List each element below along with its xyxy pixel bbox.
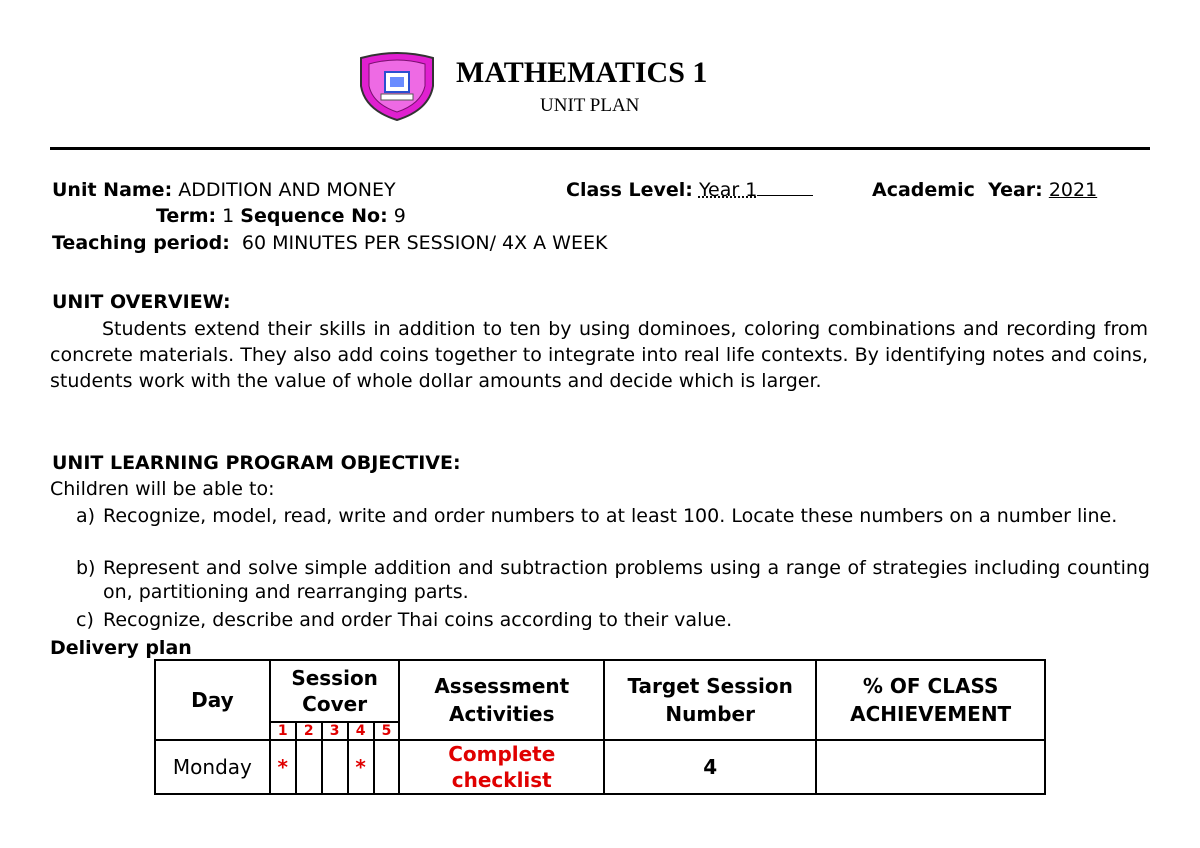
session-cover-header: Session Cover (270, 660, 400, 722)
objective-marker-b: b) (76, 557, 96, 579)
achievement-cell (816, 740, 1045, 794)
objective-heading-text: UNIT LEARNING PROGRAM OBJECTIVE: (52, 452, 461, 474)
document-title: MATHEMATICS 1 (456, 56, 708, 89)
session-number-4: 4 (348, 722, 374, 740)
session-number-2: 2 (296, 722, 322, 740)
objective-text-a: Recognize, model, read, write and order numbers to at least 100. Locate these numbers on a number line. (103, 505, 1118, 527)
class-level-underline (757, 194, 813, 196)
sequence-label: Sequence No: (240, 205, 388, 227)
achievement-header: % OF CLASS ACHIEVEMENT (816, 660, 1045, 740)
overview-heading (52, 290, 231, 314)
delivery-heading (50, 636, 192, 660)
teaching-period-value: 60 MINUTES PER SESSION/ 4X A WEEK (241, 232, 608, 254)
delivery-plan-table (154, 659, 1046, 795)
session-cell-4: * (348, 740, 374, 794)
class-level-value: Year 1 (698, 179, 758, 201)
academic-year-value: 2021 (1048, 179, 1098, 201)
school-logo (357, 52, 437, 122)
unit-name-label: Unit Name: (52, 179, 173, 201)
class-level-label: Class Level: (566, 179, 693, 201)
overview-heading-text: UNIT OVERVIEW: (52, 291, 231, 313)
session-cell-3 (322, 740, 348, 794)
class-level-row (566, 178, 813, 202)
session-cell-2 (296, 740, 322, 794)
day-header: Day (155, 660, 270, 740)
assessment-header: Assessment Activities (399, 660, 604, 740)
academic-year-row (872, 178, 1097, 202)
term-value: 1 (222, 205, 235, 227)
overview-text: Students extend their skills in addition to ten by using dominoes, coloring combinations and recording from concrete materials. They also add coins together to integrate into real life contexts. By identifying notes and coins, students work with the value of whole dollar amounts and decide which is larger. (50, 318, 1148, 392)
day-cell: Monday (155, 740, 270, 794)
session-number-3: 3 (322, 722, 348, 740)
session-number-5: 5 (374, 722, 400, 740)
session-cell-5 (374, 740, 400, 794)
delivery-heading-text: Delivery plan (50, 637, 192, 659)
session-cell-1: * (270, 740, 296, 794)
target-session-header: Target Session Number (604, 660, 816, 740)
objective-item-b (76, 556, 1150, 604)
session-number-1: 1 (270, 722, 296, 740)
target-session-cell: 4 (604, 740, 816, 794)
term-label: Term: (156, 205, 217, 227)
sequence-value: 9 (393, 205, 406, 227)
objective-text-c: Recognize, describe and order Thai coins according to their value. (103, 609, 733, 631)
objective-heading (52, 451, 461, 475)
objective-text-b: Represent and solve simple addition and subtraction problems using a range of strategies including counting on, partitioning and rearranging parts. (103, 557, 1150, 603)
objective-marker-c: c) (76, 609, 94, 631)
header-divider (50, 147, 1150, 150)
academic-year-label: Academic Year: (872, 179, 1043, 201)
objective-item-a (76, 504, 1150, 528)
table-row (155, 740, 1045, 794)
overview-paragraph (50, 316, 1148, 394)
document-subtitle: UNIT PLAN (540, 95, 640, 116)
objective-intro: Children will be able to: (50, 478, 275, 500)
unit-name-row (52, 178, 396, 202)
objective-marker-a: a) (76, 505, 96, 527)
teaching-period-row (52, 231, 607, 255)
teaching-period-label: Teaching period: (52, 232, 230, 254)
objective-item-c (76, 608, 1150, 632)
term-row (156, 204, 406, 228)
unit-name-value: ADDITION AND MONEY (178, 179, 396, 201)
assessment-cell: Complete checklist (399, 740, 604, 794)
